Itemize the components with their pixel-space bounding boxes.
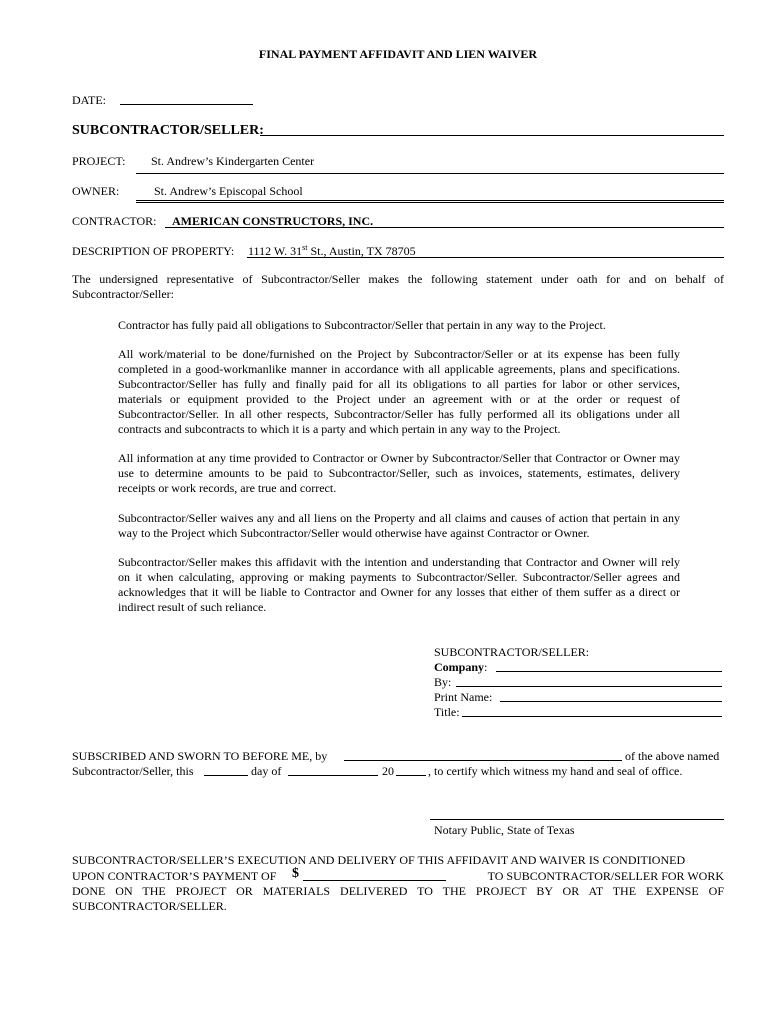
title-field[interactable] bbox=[462, 716, 722, 717]
project-value: St. Andrew’s Kindergarten Center bbox=[151, 154, 315, 168]
dollar-sign: $ bbox=[292, 866, 299, 881]
project-field-line bbox=[136, 173, 724, 174]
subcontractor-label: SUBCONTRACTOR/SELLER: bbox=[72, 123, 264, 138]
conditional-line-3: DONE ON THE PROJECT OR MATERIALS DELIVERED TO THE PROJECT BY OR AT THE EXPENSE OF bbox=[72, 884, 724, 898]
signature-heading: SUBCONTRACTOR/SELLER: bbox=[434, 645, 590, 659]
sworn-line1-text: SUBSCRIBED AND SWORN TO BEFORE ME, by bbox=[72, 749, 328, 763]
document-title: FINAL PAYMENT AFFIDAVIT AND LIEN WAIVER bbox=[258, 47, 538, 61]
sworn-by-field[interactable] bbox=[344, 760, 622, 761]
contractor-label: CONTRACTOR: bbox=[72, 214, 157, 228]
date-field[interactable] bbox=[120, 104, 253, 105]
sworn-line2-dayof: day of bbox=[251, 764, 282, 778]
project-label: PROJECT: bbox=[72, 154, 126, 168]
sworn-line2-year: 20 bbox=[382, 764, 394, 778]
owner-field-line bbox=[136, 200, 724, 201]
by-label: By: bbox=[434, 675, 452, 689]
print-name-field[interactable] bbox=[500, 701, 722, 702]
sworn-line1-end: of the above named bbox=[625, 749, 720, 763]
conditional-line-2-end: TO SUBCONTRACTOR/SELLER FOR WORK bbox=[487, 869, 724, 883]
contractor-field-line bbox=[165, 227, 724, 228]
conditional-line-1: SUBCONTRACTOR/SELLER’S EXECUTION AND DELIVERY OF THIS AFFIDAVIT AND WAIVER IS CONDITIONED bbox=[72, 853, 686, 867]
owner-value: St. Andrew’s Episcopal School bbox=[154, 184, 303, 198]
by-field[interactable] bbox=[456, 686, 722, 687]
property-value-suffix: st bbox=[302, 243, 308, 252]
sworn-line2-end: , to certify which witness my hand and seal of office. bbox=[428, 764, 683, 778]
conditional-line-4: SUBCONTRACTOR/SELLER. bbox=[72, 899, 227, 913]
print-name-label: Print Name: bbox=[434, 690, 493, 704]
title-label: Title: bbox=[434, 705, 460, 719]
statement-paragraph: Subcontractor/Seller waives any and all liens on the Property and all claims and causes of action that pertain in any way to the Project which Subcontractor/Seller would otherwise have against Contractor or Owner. bbox=[118, 511, 680, 540]
statement-paragraph: All work/material to be done/furnished on the Project by Subcontractor/Seller or at its expense has been fully completed in a good-workmanlike manner in accordance with all applicable agreements, plans and specifications. Subcontractor/Seller has fully and finally paid for all its obligations to all parties for labor or other services, materials or equipment provided to the Project under an agreement with or at the order or request of Subcontractor/Seller. In all other respects, Subcontractor/Seller has fully performed all its obligations under all contracts and subcontracts to which it is a party and which pertain in any way to the Project. bbox=[118, 347, 680, 436]
company-label bbox=[434, 660, 487, 674]
sworn-day-field[interactable] bbox=[204, 775, 248, 776]
owner-label: OWNER: bbox=[72, 184, 120, 198]
subcontractor-field[interactable] bbox=[260, 135, 724, 136]
owner-field-line-2 bbox=[136, 202, 724, 203]
property-value-city: St., Austin, TX 78705 bbox=[307, 244, 416, 258]
sworn-line2-start: Subcontractor/Seller, this bbox=[72, 764, 194, 778]
intro-paragraph: The undersigned representative of Subcontractor/Seller makes the following statement under oath for and on behalf of Subcontractor/Seller: bbox=[72, 272, 724, 301]
sworn-year-field[interactable] bbox=[396, 775, 426, 776]
property-value bbox=[248, 244, 416, 258]
sworn-month-field[interactable] bbox=[288, 775, 378, 776]
property-label: DESCRIPTION OF PROPERTY: bbox=[72, 244, 235, 258]
payment-amount-field[interactable] bbox=[303, 880, 446, 881]
statement-paragraph: Contractor has fully paid all obligations to Subcontractor/Seller that pertain in any way to the Project. bbox=[118, 318, 606, 332]
company-field[interactable] bbox=[496, 671, 722, 672]
notary-signature-field[interactable] bbox=[430, 819, 724, 820]
date-label: DATE: bbox=[72, 93, 106, 107]
company-label-text: Company bbox=[434, 660, 485, 674]
property-value-street: 1112 W. 31 bbox=[248, 244, 303, 258]
notary-label: Notary Public, State of Texas bbox=[434, 823, 575, 837]
contractor-value: AMERICAN CONSTRUCTORS, INC. bbox=[172, 214, 374, 228]
statement-paragraph: All information at any time provided to Contractor or Owner by Subcontractor/Seller that Contractor or Owner may use to determine amounts to be paid to Subcontractor/Seller, such as invoices, statements, estimates, delivery receipts or work records, are true and correct. bbox=[118, 451, 680, 495]
statement-paragraph: Subcontractor/Seller makes this affidavit with the intention and understanding that Contractor and Owner will rely on it when calculating, approving or making payments to Subcontractor/Seller. Subcontractor/Seller agrees and acknowledges that it will be liable to Contractor and Owner for any losses that either of them suffer as a direct or indirect result of such reliance. bbox=[118, 555, 680, 614]
property-field-line bbox=[247, 257, 724, 258]
company-label-colon: : bbox=[484, 660, 488, 674]
conditional-line-2-start: UPON CONTRACTOR’S PAYMENT OF bbox=[72, 869, 277, 883]
